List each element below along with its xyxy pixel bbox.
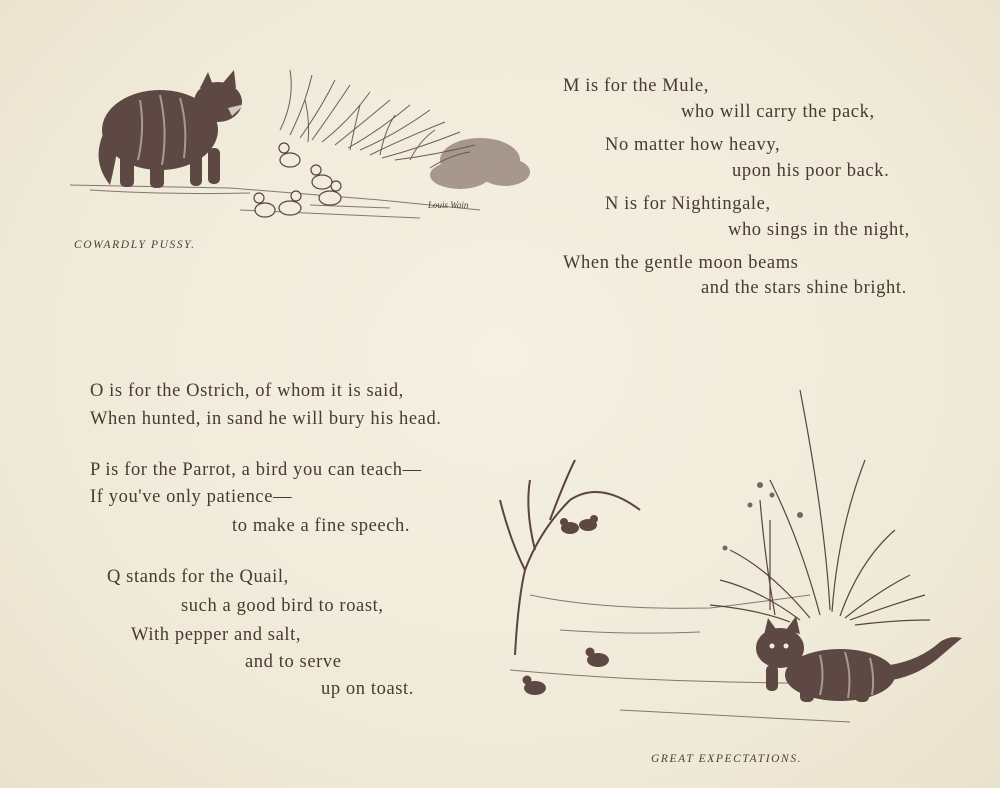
artist-signature: Louis Wain	[428, 200, 469, 210]
verse-q-line2: such a good bird to roast,	[181, 596, 384, 616]
verse-n-line1: N is for Nightingale,	[605, 194, 771, 214]
verse-m-line1: M is for the Mule,	[563, 76, 709, 96]
verse-q-line3: With pepper and salt,	[131, 625, 302, 645]
verse-q-line5: up on toast.	[321, 679, 415, 699]
verse-q-line1: Q stands for the Quail,	[107, 567, 289, 587]
verse-p-line3: to make a fine speech.	[232, 516, 411, 536]
top-illustration-caption: COWARDLY PUSSY.	[74, 239, 196, 251]
verse-nomatter-line1: No matter how heavy,	[605, 135, 781, 155]
verse-when-line2: and the stars shine bright.	[701, 278, 907, 298]
verse-p-line1: P is for the Parrot, a bird you can teach—	[90, 460, 422, 480]
verse-o-line2: When hunted, in sand he will bury his head.	[90, 409, 442, 429]
verse-p-line2: If you've only patience—	[90, 487, 293, 507]
verse-when-line1: When the gentle moon beams	[563, 253, 799, 273]
verse-n-line2: who sings in the night,	[728, 220, 910, 240]
cowardly-pussy-illustration	[50, 60, 540, 230]
verse-nomatter-line2: upon his poor back.	[732, 161, 890, 181]
verse-o-line1: O is for the Ostrich, of whom it is said,	[90, 381, 404, 401]
verse-q-line4: and to serve	[245, 652, 342, 672]
great-expectations-illustration	[470, 380, 970, 745]
verse-m-line2: who will carry the pack,	[681, 102, 875, 122]
bottom-illustration-caption: GREAT EXPECTATIONS.	[651, 753, 803, 765]
